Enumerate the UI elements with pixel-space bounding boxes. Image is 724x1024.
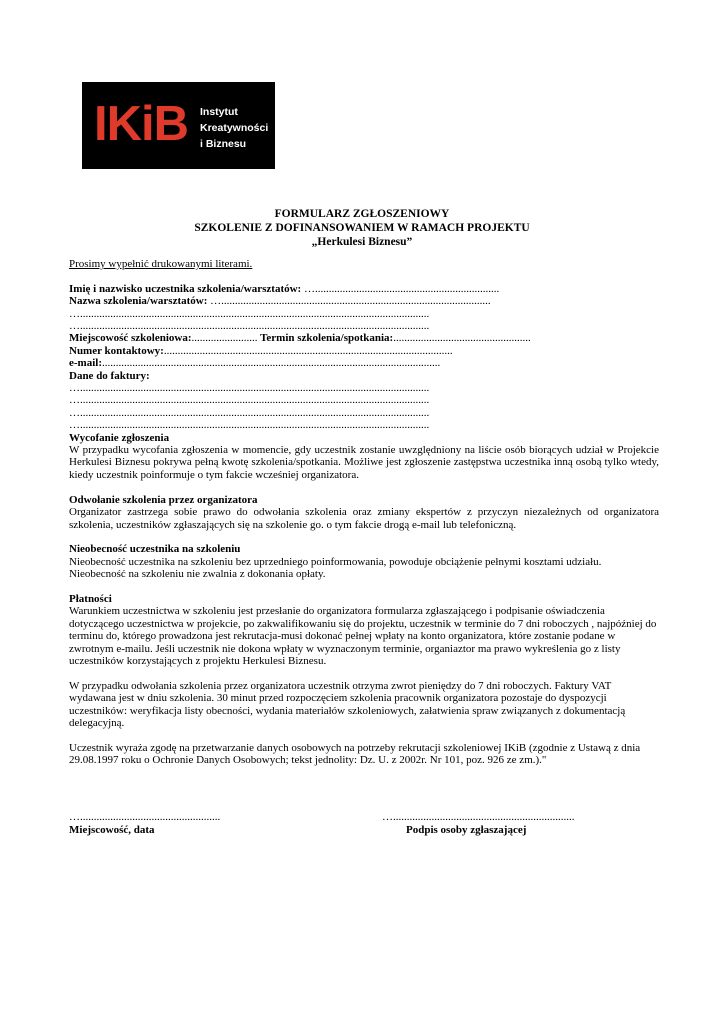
invoice-blank-1[interactable]: …............................................................................................................................... bbox=[69, 382, 430, 395]
training-label: Nazwa szkolenia/warsztatów: bbox=[69, 295, 208, 308]
absence-line-2: Nieobecność na szkoleniu nie zwalnia z dokonania opłaty. bbox=[69, 568, 326, 581]
form-title: FORMULARZ ZGŁOSZENIOWY bbox=[274, 208, 450, 220]
logo-word-2: Kreatywności bbox=[200, 122, 269, 134]
project-name: „Herkulesi Biznesu” bbox=[311, 236, 413, 248]
training-blank-2[interactable]: …............................................................................................................................... bbox=[69, 320, 430, 333]
name-dots: …................................................................... bbox=[301, 282, 500, 295]
logo-word-3: i Biznesu bbox=[200, 138, 247, 150]
email-dots: ........................................................................................................................... bbox=[101, 357, 441, 370]
email-field[interactable] bbox=[69, 357, 659, 369]
invoice-blank-2[interactable]: …............................................................................................................................... bbox=[69, 394, 430, 407]
phone-field[interactable] bbox=[69, 345, 659, 357]
applicant-signature[interactable] bbox=[382, 811, 575, 837]
withdrawal-title: Wycofanie zgłoszenia bbox=[69, 431, 170, 444]
absence-line-1: Nieobecność uczestnika na szkoleniu bez uprzedniego poinformowania, powoduje obciążenie pełnymi kosztami udziału. bbox=[69, 555, 602, 568]
refund-text: W przypadku odwołania szkolenia przez organizatora uczestnik otrzyma zwrot pieniędzy do 7 dni roboczych. Faktury VAT wydawana jest w dniu szkolenia. 30 minut przed rozpoczęciem szkolenia pracownik organizatora pozostaje do dyspozycji uczestników: weryfikacja listy obecności, wydania materiałów szkoleniowych, załatwienia spraw związanych z dokumentacją delegacyjną. bbox=[69, 679, 626, 729]
form-subtitle: SZKOLENIE Z DOFINANSOWANIEM W RAMACH PROJEKTU bbox=[194, 222, 530, 234]
phone-dots: ......................................................................................................... bbox=[163, 344, 453, 357]
signature-dots: ….................................................................. bbox=[382, 811, 575, 823]
form-heading bbox=[0, 207, 724, 249]
signature-label: Podpis osoby zgłaszającej bbox=[406, 824, 527, 836]
place-date-field[interactable] bbox=[69, 332, 659, 344]
training-blank-1[interactable]: …............................................................................................................................... bbox=[69, 307, 430, 320]
cancellation-title: Odwołanie szkolenia przez organizatora bbox=[69, 493, 258, 506]
date-dots: .................................................. bbox=[393, 332, 531, 345]
form-body bbox=[69, 258, 659, 767]
place-date-dots: …................................................... bbox=[69, 811, 221, 823]
invoice-blank-3[interactable]: …............................................................................................................................... bbox=[69, 406, 430, 419]
instruction: Prosimy wypełnić drukowanymi literami. bbox=[69, 258, 253, 270]
invoice-blank-4[interactable]: …............................................................................................................................... bbox=[69, 419, 430, 432]
date-label: Termin szkolenia/spotkania: bbox=[257, 332, 394, 345]
payment-title: Płatności bbox=[69, 592, 112, 605]
ikib-logo bbox=[82, 82, 275, 169]
training-field[interactable] bbox=[69, 295, 659, 307]
email-label: e-mail: bbox=[69, 357, 102, 370]
invoice-label: Dane do faktury: bbox=[69, 369, 150, 382]
phone-label: Numer kontaktowy: bbox=[69, 344, 164, 357]
withdrawal-text: W przypadku wycofania zgłoszenia w momencie, gdy uczestnik zostanie uwzględniony na liście osób biorących udział w Projekcie Herkulesi Biznesu pokrywa pełną kwotę szkolenia/spotkania. Możliwe jest zgłoszenie zastępstwa uczestnika inną osobą tylko wtedy, kiedy uczestnik poinformuje o tym fakcie wcześniej organizatora. bbox=[69, 444, 659, 481]
training-dots: ….................................................................................................. bbox=[207, 295, 491, 308]
place-label: Miejscowość szkoleniowa: bbox=[69, 332, 192, 345]
name-label: Imię i nazwisko uczestnika szkolenia/warsztatów: bbox=[69, 282, 302, 295]
place-date-signature[interactable] bbox=[69, 811, 220, 837]
cancellation-text: Organizator zastrzega sobie prawo do odwołania szkolenia oraz zmiany ekspertów z przyczyn niezależnych od organizatora szkolenia, uczestników zgłaszających się na szkolenie go. o tym fakcie drogą e-mail lub telefoniczną. bbox=[69, 506, 659, 531]
payment-text: Warunkiem uczestnictwa w szkoleniu jest przesłanie do organizatora formularza zgłaszającego i podpisanie oświadczenia dotyczącego uczestnictwa w projekcie, po zakwalifikowaniu się do projektu, uczestnik w terminie do 7 dni roboczych , najpóźniej do terminu do, którego prowadzona jest rekrutacja-musi dokonać pełnej wpłaty na konto organizatora, które zostanie podane w zwrotnym e-mailu. Jeśli uczestnik nie dokona wpłaty w wyznaczonym terminie, organiaztor ma prawo wykreślenia go z listy uczestników korzystających z projektu Herkulesi Biznesu. bbox=[69, 605, 657, 667]
name-field[interactable] bbox=[69, 283, 659, 295]
logo-word-1: Instytut bbox=[200, 106, 238, 118]
absence-title: Nieobecność uczestnika na szkoleniu bbox=[69, 543, 241, 556]
place-dots: ........................ bbox=[191, 332, 258, 345]
logo-mark: IKiB bbox=[94, 97, 188, 151]
logo-words bbox=[200, 104, 268, 152]
place-date-label: Miejscowość, data bbox=[69, 824, 155, 836]
consent-text: Uczestnik wyraża zgodę na przetwarzanie danych osobowych na potrzeby rekrutacji szkoleniowej IKiB (zgodnie z Ustawą z dnia 29.08.1997 roku o Ochronie Danych Osobowych; tekst jednolity: Dz. U. z 2002r. Nr 101, poz. 926 ze zm.)." bbox=[69, 741, 641, 767]
